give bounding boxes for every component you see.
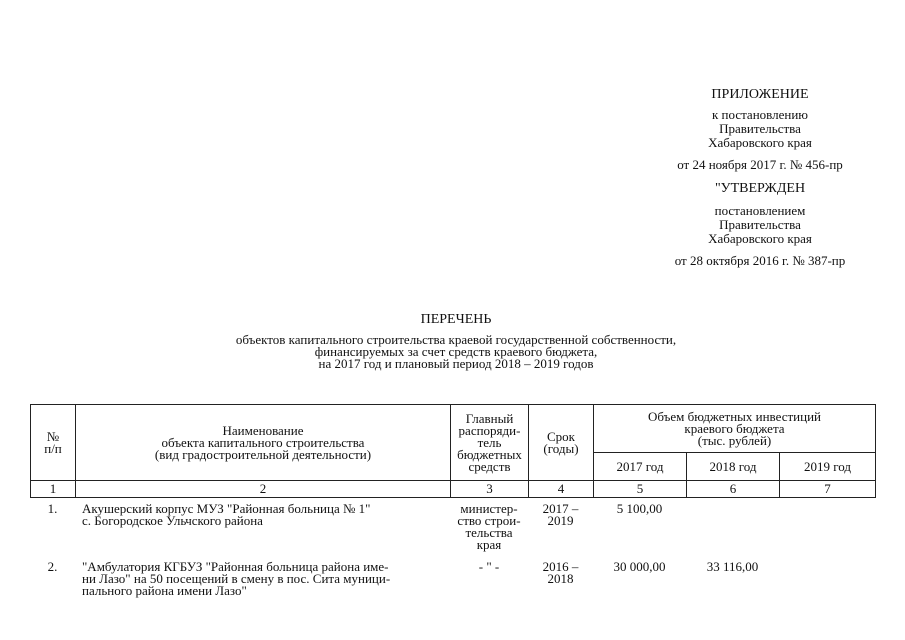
header-term: Срок (годы)	[529, 405, 594, 481]
to-resolution: к постановлению	[711, 107, 809, 122]
object-name: "Амбулатория КГБУЗ "Районная больница района име- ни Лазо" на 50 посещений в смену в пос. Сита муници- пального района имени Лазо"	[82, 559, 391, 598]
region: Хабаровского края	[708, 135, 812, 150]
header-year-2017: 2017 год	[594, 453, 687, 481]
volume-2017: 30 000,00	[613, 559, 666, 574]
col-number-5: 5	[594, 481, 687, 498]
col-number-1: 1	[31, 481, 76, 498]
approved-heading: "УТВЕРЖДЕН	[714, 181, 806, 196]
table-row	[30, 561, 875, 601]
investment-table-header	[30, 404, 876, 498]
volume-2018: 33 116,00	[706, 559, 759, 574]
header-year-2018: 2018 год	[687, 453, 780, 481]
government-2: Правительства	[719, 217, 801, 232]
table-row	[30, 503, 875, 561]
term-years: 2016 – 2018	[542, 559, 579, 586]
government: Правительства	[719, 121, 801, 136]
appendix-title: ПРИЛОЖЕНИЕ	[711, 87, 809, 102]
header-year-2019: 2019 год	[780, 453, 876, 481]
col-number-6: 6	[687, 481, 780, 498]
approved-date-line: от 28 октября 2016 г. № 387-пр	[674, 253, 846, 268]
investment-table-body	[30, 503, 875, 601]
col-number-4: 4	[529, 481, 594, 498]
document-title	[100, 314, 812, 370]
title-line-1: объектов капитального строительства краевой государственной собственности,	[235, 332, 677, 347]
volume-2017: 5 100,00	[616, 501, 663, 516]
title-heading: ПЕРЕЧЕНЬ	[420, 312, 492, 327]
title-line-3: на 2017 год и плановый период 2018 – 2019 годов	[318, 356, 594, 371]
title-line-2: финансируемых за счет средств краевого бюджета,	[314, 344, 598, 359]
col-number-7: 7	[780, 481, 876, 498]
object-name: Акушерский корпус МУЗ "Районная больница № 1" с. Богородское Ульчского района	[82, 501, 371, 528]
approval-block	[640, 88, 880, 268]
header-name: Наименование объекта капитального строительства (вид градостроительной деятельности)	[76, 405, 451, 481]
budget-manager: министер- ство строи- тельства края	[457, 501, 521, 552]
appendix-date-line: от 24 ноября 2017 г. № 456-пр	[677, 157, 843, 172]
region-2: Хабаровского края	[708, 231, 812, 246]
header-num: № п/п	[31, 405, 76, 481]
budget-manager: - " -	[478, 559, 500, 574]
header-manager: Главный распоряди- тель бюджетных средств	[451, 405, 529, 481]
row-number: 2.	[47, 559, 58, 574]
header-volume: Объем бюджетных инвестиций краевого бюджета (тыс. рублей)	[594, 405, 876, 453]
term-years: 2017 – 2019	[542, 501, 579, 528]
row-number: 1.	[47, 501, 58, 516]
col-number-3: 3	[451, 481, 529, 498]
by-resolution: постановлением	[714, 203, 806, 218]
col-number-2: 2	[76, 481, 451, 498]
